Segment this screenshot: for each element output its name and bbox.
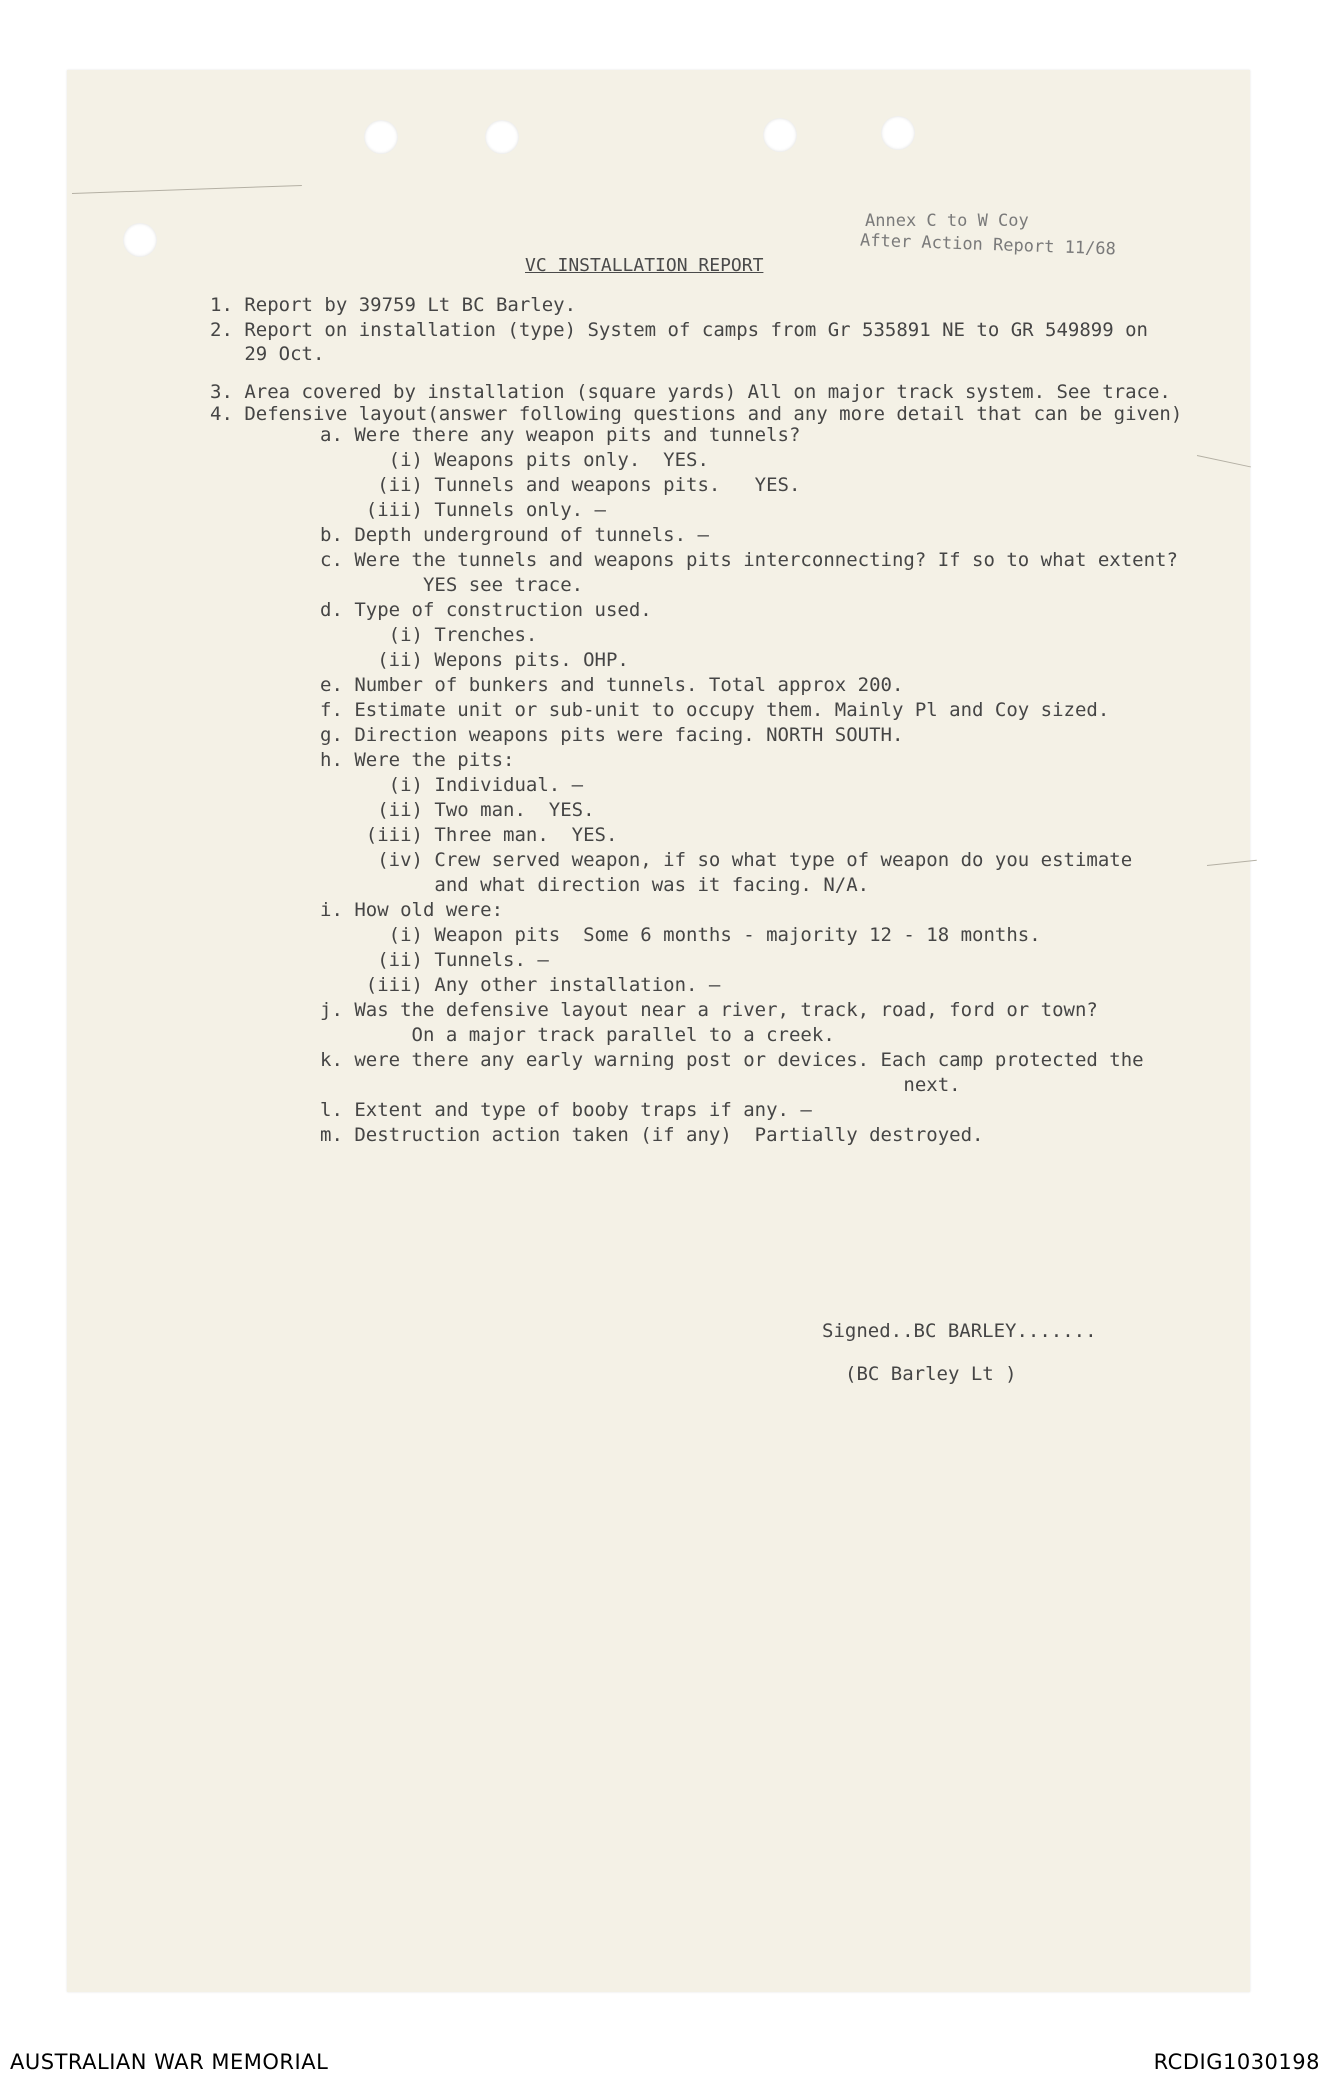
question-line: e. Number of bunkers and tunnels. Total approx 200. <box>320 674 904 696</box>
question-line: (iii) Tunnels only. — <box>320 499 606 521</box>
signature-line: Signed..BC BARLEY....... <box>822 1320 1097 1342</box>
punch-hole <box>763 118 797 152</box>
question-line: h. Were the pits: <box>320 749 515 771</box>
question-line: k. were there any early warning post or devices. Each camp protected the <box>320 1049 1144 1071</box>
question-line: (iv) Crew served weapon, if so what type of weapon do you estimate <box>320 849 1133 871</box>
question-line: next. <box>320 1074 961 1096</box>
question-line: d. Type of construction used. <box>320 599 652 621</box>
question-line: c. Were the tunnels and weapons pits interconnecting? If so to what extent? <box>320 549 1178 571</box>
question-line: On a major track parallel to a creek. <box>320 1024 835 1046</box>
stray-mark <box>72 185 302 194</box>
punch-hole <box>123 223 157 257</box>
question-line: i. How old were: <box>320 899 504 921</box>
numbered-item: 29 Oct. <box>210 343 325 365</box>
question-line: (ii) Tunnels. — <box>320 949 549 971</box>
question-line: (i) Weapon pits Some 6 months - majority 12 - 18 months. <box>320 924 1041 946</box>
numbered-item: 1. Report by 39759 Lt BC Barley. <box>210 294 577 316</box>
question-line: l. Extent and type of booby traps if any. — <box>320 1099 812 1121</box>
question-line: f. Estimate unit or sub-unit to occupy them. Mainly Pl and Coy sized. <box>320 699 1110 721</box>
question-line: (ii) Two man. YES. <box>320 799 595 821</box>
question-line: and what direction was it facing. N/A. <box>320 874 870 896</box>
numbered-item: 4. Defensive layout(answer following questions and any more detail that can be given) <box>210 403 1183 425</box>
question-line: (ii) Tunnels and weapons pits. YES. <box>320 474 801 496</box>
question-line: (ii) Wepons pits. OHP. <box>320 649 629 671</box>
question-line: (i) Trenches. <box>320 624 538 646</box>
question-line: (iii) Three man. YES. <box>320 824 618 846</box>
footer-source: AUSTRALIAN WAR MEMORIAL <box>10 2050 329 2074</box>
question-line: g. Direction weapons pits were facing. NORTH SOUTH. <box>320 724 904 746</box>
punch-hole <box>881 116 915 150</box>
punch-hole <box>485 120 519 154</box>
question-line: b. Depth underground of tunnels. — <box>320 524 709 546</box>
question-line: m. Destruction action taken (if any) Partially destroyed. <box>320 1124 984 1146</box>
annex-stamp-line-2: After Action Report 11/68 <box>859 230 1117 260</box>
question-line: a. Were there any weapon pits and tunnels? <box>320 424 801 446</box>
annex-stamp-line-1: Annex C to W Coy <box>865 211 1029 231</box>
report-title: VC INSTALLATION REPORT <box>525 255 764 276</box>
question-line: j. Was the defensive layout near a river, track, road, ford or town? <box>320 999 1098 1021</box>
stray-mark <box>1207 860 1257 866</box>
punch-hole <box>364 120 398 154</box>
numbered-item: 2. Report on installation (type) System of camps from Gr 535891 NE to GR 549899 on <box>210 319 1148 341</box>
signatory-name: (BC Barley Lt ) <box>845 1363 1017 1385</box>
question-line: (iii) Any other installation. — <box>320 974 721 996</box>
question-line: YES see trace. <box>320 574 584 596</box>
stray-mark <box>1197 455 1251 467</box>
numbered-item: 3. Area covered by installation (square yards) All on major track system. See trace. <box>210 381 1171 403</box>
question-line: (i) Weapons pits only. YES. <box>320 449 709 471</box>
question-line: (i) Individual. — <box>320 774 584 796</box>
footer-id: RCDIG1030198 <box>1153 2050 1320 2074</box>
